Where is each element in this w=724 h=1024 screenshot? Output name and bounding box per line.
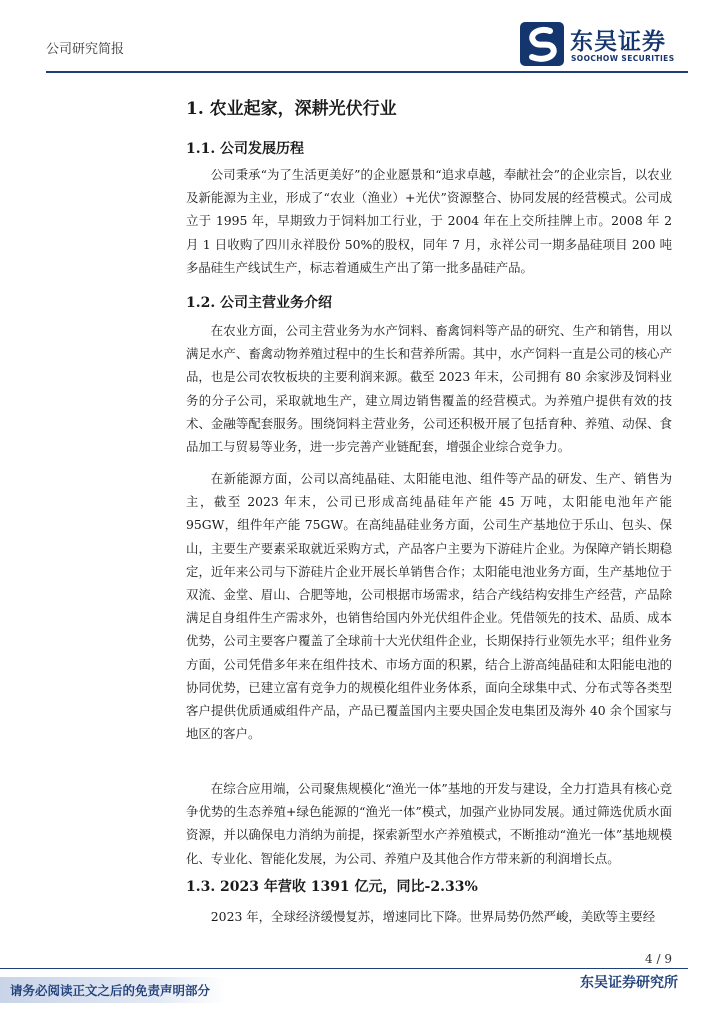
history-paragraph: 公司秉承“为了生活更美好”的企业愿景和“追求卓越，奉献社会”的企业宗旨，以农业及新能源为主业，形成了“农业（渔业）+光伏”资源整合、协同发展的经营模式。公司成立于 1995 年，早期致力于饲料加工行业，于 2004 年在上交所挂牌上市。2008 年 2 月 1 日收购了四川永祥股份 50%的股权，同年 7 月，永祥公司一期多晶硅项目 200 吨多晶硅生产线试生产，标志着通威生产出了第一批多晶硅产品。 [186, 167, 672, 275]
logo-chinese-name: 东吴证券 [570, 29, 666, 55]
soochow-logo-icon [520, 22, 564, 66]
new-energy-paragraph: 在新能源方面，公司以高纯晶硅、太阳能电池、组件等产品的研发、生产、销售为主，截至 2023 年末，公司已形成高纯晶硅年产能 45 万吨，太阳能电池年产能 95GW，组件年产能 75GW。在高纯晶硅业务方面，公司生产基地位于乐山、包头、保山，主要生产要素采取就近采购方式，产品客户主要为下游硅片企业。为保障产销长期稳定，近年来公司与下游硅片企业开展长单销售合作；太阳能电池业务方面，生产基地位于双流、金堂、眉山、合肥等地，公司根据市场需求，结合产线结构安排生产经营，产品除满足自身组件生产需求外，也销售给国内外光伏组件企业。凭借领先的技术、品质、成本优势，公司主要客户覆盖了全球前十大光伏组件企业，长期保持行业领先水平；组件业务方面，公司凭借多年来在组件技术、市场方面的积累，结合上游高纯晶硅和太阳能电池的协同优势，已建立富有竞争力的规模化组件业务体系，面向全球集中式、分布式等各类型客户提供优质通威组件产品，产品已覆盖国内主要央国企发电集团及海外 40 余个国家与地区的客户。 [186, 471, 672, 742]
institute-name: 东吴证券研究所 [580, 975, 678, 991]
disclaimer-text: 请务必阅读正文之后的免责声明部分 [10, 983, 211, 998]
page-number: 4 / 9 [645, 952, 672, 966]
logo-english-name: SOOCHOW SECURITIES [571, 54, 675, 63]
disclaimer-banner [0, 977, 226, 1003]
section-1-1-title: 公司发展历程 [220, 141, 304, 157]
section-1-3-heading [186, 876, 478, 896]
section-1-1-heading [186, 138, 304, 158]
fishery-solar-paragraph: 在综合应用端，公司聚焦规模化“渔光一体”基地的开发与建设，全力打造具有核心竞争优势的生态养殖+绿色能源的“渔光一体”模式，加强产业协同发展。通过筛选优质水面资源，并以确保电力消纳为前提，探索新型水产养殖模式，不断推动“渔光一体”基地规模化、专业化、智能化发展，为公司、养殖户及其他合作方带来新的利润增长点。 [186, 781, 672, 866]
section-1-3-title: 2023 年营收 1391 亿元，同比-2.33% [220, 879, 478, 895]
header-divider [46, 71, 688, 73]
section-1-title: 1. 农业起家，深耕光伏行业 [186, 99, 397, 119]
company-logo [520, 22, 690, 68]
revenue-paragraph: 2023 年，全球经济缓慢复苏，增速同比下降。世界局势仍然严峻，美欧等主要经 [210, 909, 656, 924]
section-1-2-number: 1.2. [186, 295, 216, 311]
footer-divider [0, 968, 688, 969]
section-1-3-number: 1.3. [186, 879, 216, 895]
report-type-label: 公司研究简报 [46, 42, 125, 57]
section-1-2-heading [186, 292, 332, 312]
section-1-2-title: 公司主营业务介绍 [220, 295, 332, 311]
agriculture-paragraph: 在农业方面，公司主营业务为水产饲料、畜禽饲料等产品的研究、生产和销售，用以满足水产、畜禽动物养殖过程中的生长和营养所需。其中，水产饲料一直是公司的核心产品，也是公司农牧板块的主要利润来源。截至 2023 年末，公司拥有 80 余家涉及饲料业务的分子公司，采取就地生产，建立周边销售覆盖的经营模式。为养殖户提供有效的技术、金融等配套服务。围绕饲料主营业务，公司还积极开展了包括育种、养殖、动保、食品加工与贸易等业务，进一步完善产业链配套，增强企业综合竞争力。 [186, 323, 672, 455]
section-1-1-number: 1.1. [186, 141, 216, 157]
